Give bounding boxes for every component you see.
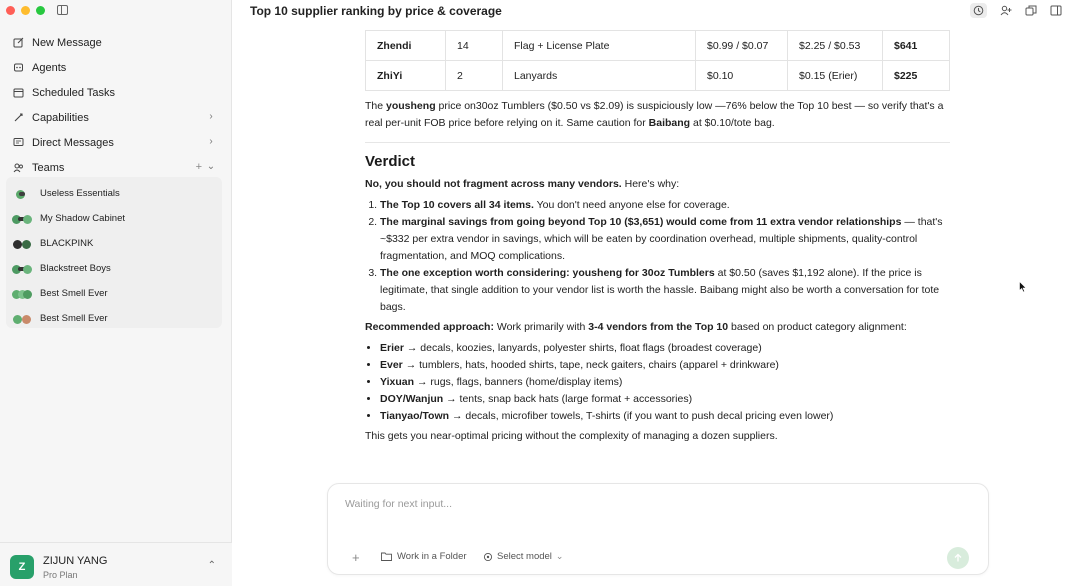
text: price on30oz Tumblers ($0.50 vs $2.09) is suspiciously low —76% below the Top 10 best — so verify that's a real per-unit FOB price before relying on it. Same caution for: [365, 100, 944, 129]
table-cell-items: Lanyards: [503, 61, 696, 91]
chevron-right-icon[interactable]: ›: [209, 111, 213, 122]
supplier-table: [365, 30, 950, 91]
new-window-icon[interactable]: [1024, 4, 1037, 17]
team-avatar: [12, 238, 32, 250]
toggle-sidebar-icon[interactable]: [57, 5, 68, 15]
bold-text: Ever: [380, 359, 403, 371]
bold-text: Tianyao/Town: [380, 410, 450, 422]
text: → rugs, flags, banners (home/display items): [414, 376, 623, 388]
sidebar-item-capabilities[interactable]: [6, 105, 226, 130]
sidebar: [0, 0, 232, 586]
text: at $0.10/tote bag.: [690, 117, 775, 129]
add-team-icon[interactable]: +: [195, 161, 202, 173]
window-controls: [6, 6, 45, 15]
list-item: [380, 408, 950, 425]
sidebar-item-label: New Message: [32, 36, 102, 49]
vendor-recommendations: [380, 340, 950, 425]
table-cell-savings: $225: [883, 61, 950, 91]
text: at $0.50 (saves $1,192 alone). If the price is legitimate, that single addition to your vendor list is worth the hassle. Baibang might also be worth a conversation for tote bags.: [380, 267, 940, 313]
chevron-up-icon[interactable]: ⌃: [207, 560, 216, 571]
page-title: Top 10 supplier ranking by price & coverage: [250, 4, 502, 18]
bold-text: Recommended approach:: [365, 321, 494, 333]
team-item[interactable]: [6, 256, 222, 281]
avatar: Z: [10, 555, 34, 579]
folder-label: Work in a Folder: [397, 551, 467, 562]
closing-text: This gets you near-optimal pricing without the complexity of managing a dozen suppliers.: [365, 430, 778, 442]
team-avatar: [12, 288, 32, 300]
text: → decals, koozies, lanyards, polyester shirts, float flags (broadest coverage): [403, 342, 762, 354]
table-row: [366, 61, 950, 91]
text: You don't need anyone else for coverage.: [533, 199, 730, 211]
header: [232, 0, 1068, 24]
table-cell-price: $2.25 / $0.53: [788, 31, 883, 61]
bold-text: 3-4 vendors from the Top 10: [588, 321, 729, 333]
sidebar-item-label: Teams: [32, 161, 65, 174]
message-input[interactable]: Waiting for next input...: [345, 498, 452, 510]
recommendation: [365, 319, 950, 336]
work-in-folder-button[interactable]: [381, 551, 467, 562]
chevron-down-icon: ⌄: [555, 551, 564, 561]
sidebar-item-label: Scheduled Tasks: [32, 86, 115, 99]
verdict-lead: [365, 176, 950, 193]
list-item: [380, 214, 950, 265]
bold-text: The marginal savings from going beyond Top 10 ($3,651) would come from 11 extra vendor relationships: [380, 216, 902, 228]
team-label: Best Smell Ever: [40, 313, 108, 324]
text: based on product category alignment:: [728, 321, 907, 333]
list-item: [380, 340, 950, 357]
table-cell-price: $0.10: [696, 61, 788, 91]
list-item: [380, 374, 950, 391]
user-profile[interactable]: [0, 542, 232, 586]
sidebar-item-direct-messages[interactable]: [6, 130, 226, 155]
team-label: My Shadow Cabinet: [40, 213, 126, 224]
message-composer[interactable]: [327, 483, 989, 575]
text: → tents, snap back hats (large format + accessories): [443, 393, 693, 405]
calendar-icon: [12, 87, 24, 99]
message-content: [365, 30, 950, 445]
bold-text: DOY/Wanjun: [380, 393, 444, 405]
user-name: ZIJUN YANG: [43, 555, 108, 567]
sidebar-item-scheduled-tasks[interactable]: [6, 80, 226, 105]
text: Here's why:: [621, 178, 680, 190]
team-label: Useless Essentials: [40, 188, 120, 199]
user-plan: Pro Plan: [43, 570, 78, 580]
bold-text: No, you should not fragment across many vendors.: [365, 178, 622, 190]
messages-icon: [12, 137, 24, 149]
divider: [365, 142, 950, 143]
section-heading: Verdict: [365, 153, 416, 170]
bold-text: The one exception worth considering: yousheng for 30oz Tumblers: [380, 267, 715, 279]
team-avatar: [12, 263, 32, 275]
sidebar-item-label: Capabilities: [32, 111, 89, 124]
folder-icon: [381, 552, 392, 561]
chevron-down-icon[interactable]: ⌄: [206, 161, 216, 172]
model-label: Select model: [497, 551, 552, 562]
table-cell-price: $0.15 (Erier): [788, 61, 883, 91]
table-cell-savings: $641: [883, 31, 950, 61]
team-avatar: [12, 213, 32, 225]
add-person-icon[interactable]: [999, 4, 1012, 17]
sidebar-item-agents[interactable]: [6, 55, 226, 80]
side-panel-icon[interactable]: [1049, 4, 1062, 17]
text: → decals, microfiber towels, T-shirts (if you want to push decal pricing even lower): [449, 410, 834, 422]
teams-list: [6, 177, 222, 328]
team-item[interactable]: [6, 306, 222, 331]
minimize-window-button[interactable]: [21, 6, 30, 15]
table-row: [366, 31, 950, 61]
team-label: Blackstreet Boys: [40, 263, 111, 274]
bold-text: Erier: [380, 342, 404, 354]
team-avatar: [12, 313, 32, 325]
sidebar-nav: [6, 30, 226, 180]
header-actions: [970, 4, 1062, 18]
mouse-cursor-icon: [1019, 281, 1027, 293]
sidebar-item-label: Direct Messages: [32, 136, 114, 149]
list-item: [380, 391, 950, 408]
history-icon[interactable]: [970, 3, 987, 18]
list-item: [380, 357, 950, 374]
zoom-window-button[interactable]: [36, 6, 45, 15]
bold-text: The Top 10 covers all 34 items.: [380, 199, 534, 211]
text: Work primarily with: [493, 321, 589, 333]
caution-note: [365, 98, 950, 132]
team-item[interactable]: [6, 281, 222, 306]
table-cell-count: 14: [446, 31, 503, 61]
reasons-list: [380, 197, 950, 316]
team-item[interactable]: [6, 231, 222, 256]
table-cell-count: 2: [446, 61, 503, 91]
text: — that's ~$332 per extra vendor in savings, which will be eaten by coordination overhead, multiple shipments, quality-control fragmentation, and MOQ complications.: [380, 216, 943, 262]
capabilities-icon: [12, 112, 24, 124]
team-item[interactable]: [6, 181, 222, 206]
close-window-button[interactable]: [6, 6, 15, 15]
arrow-up-icon: [953, 553, 963, 563]
chevron-right-icon[interactable]: ›: [209, 136, 213, 147]
bold-text: Yixuan: [380, 376, 415, 388]
compose-icon: [12, 37, 24, 49]
list-item: [380, 197, 950, 214]
team-item[interactable]: [6, 206, 222, 231]
table-cell-price: $0.99 / $0.07: [696, 31, 788, 61]
sidebar-item-new-message[interactable]: [6, 30, 226, 55]
bold-text: yousheng: [386, 100, 436, 112]
table-cell-vendor: Zhendi: [366, 31, 446, 61]
select-model-button[interactable]: [483, 551, 563, 562]
send-button[interactable]: [947, 547, 969, 569]
table-cell-vendor: ZhiYi: [366, 61, 446, 91]
text: The: [365, 100, 387, 112]
text: → tumblers, hats, hooded shirts, tape, neck gaiters, chairs (apparel + drinkware): [402, 359, 779, 371]
teams-icon: [12, 162, 24, 174]
add-attachment-icon[interactable]: +: [352, 550, 360, 565]
table-cell-items: Flag + License Plate: [503, 31, 696, 61]
sidebar-item-label: Agents: [32, 61, 67, 74]
list-item: [380, 265, 950, 316]
agents-icon: [12, 62, 24, 74]
model-icon: [483, 552, 493, 562]
team-label: BLACKPINK: [40, 238, 94, 249]
team-avatar: [12, 188, 32, 200]
bold-text: Baibang: [648, 117, 691, 129]
team-label: Best Smell Ever: [40, 288, 108, 299]
